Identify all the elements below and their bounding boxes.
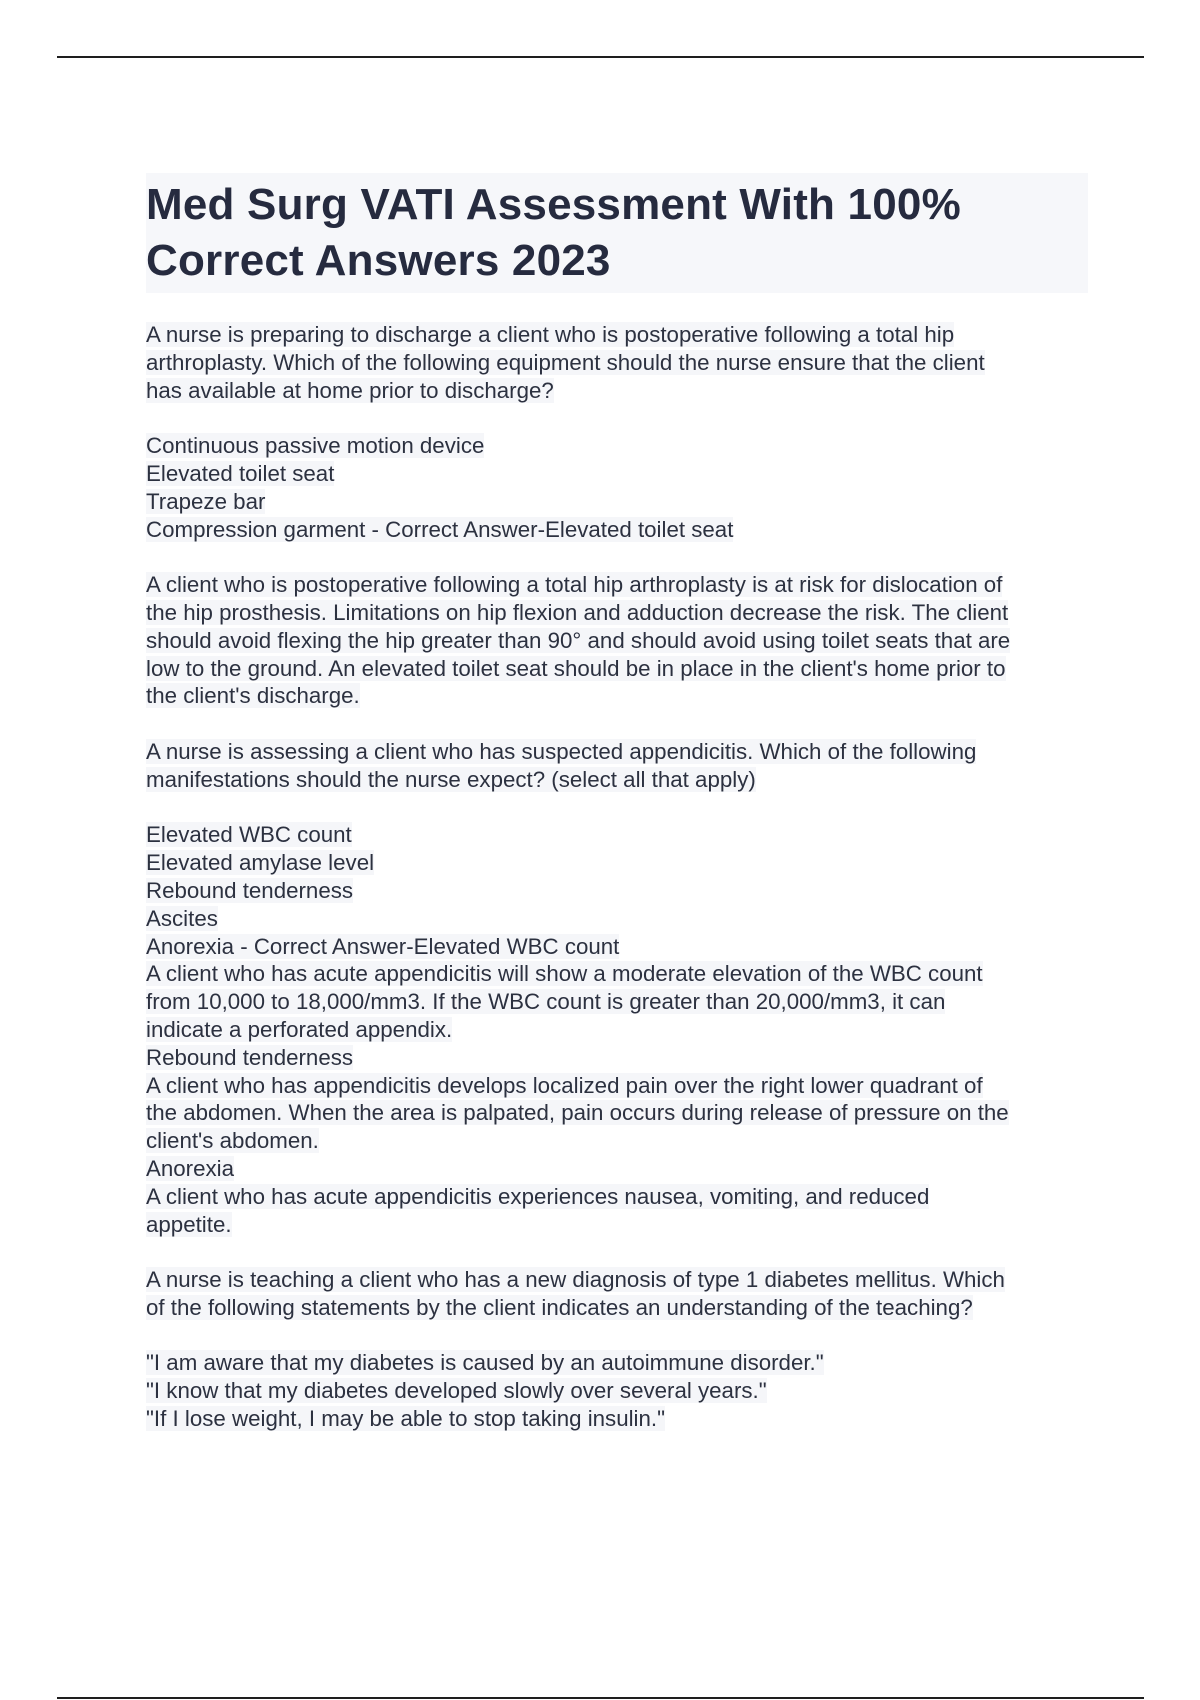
text-line: the hip prosthesis. Limitations on hip flexion and adduction decrease the risk. The client <box>146 599 1009 625</box>
text-line: from 10,000 to 18,000/mm3. If the WBC count is greater than 20,000/mm3, it can <box>146 989 946 1015</box>
text-line: the client's discharge. <box>146 683 360 709</box>
text-line: A client who is postoperative following a total hip arthroplasty is at risk for dislocation of <box>146 572 1003 598</box>
top-rule <box>57 56 1144 58</box>
text-line: A client who has acute appendicitis will show a moderate elevation of the WBC count <box>146 961 983 987</box>
text-line: the abdomen. When the area is palpated, pain occurs during release of pressure on the <box>146 1100 1009 1126</box>
text-line: Rebound tenderness <box>146 1044 354 1070</box>
answer-option: Anorexia - Correct Answer-Elevated WBC count <box>146 933 620 959</box>
answer-option: "If I lose weight, I may be able to stop taking insulin." <box>146 1406 666 1432</box>
answer-options <box>146 432 1091 543</box>
bottom-rule <box>57 1697 1144 1699</box>
text-line: manifestations should the nurse expect? (select all that apply) <box>146 766 756 792</box>
answer-option: Elevated amylase level <box>146 850 375 876</box>
answer-options <box>146 1349 1091 1432</box>
answer-option: Elevated toilet seat <box>146 460 335 486</box>
question-3 <box>146 1266 1091 1433</box>
answer-option: Continuous passive motion device <box>146 433 485 459</box>
answer-option: Trapeze bar <box>146 488 266 514</box>
text-line: should avoid flexing the hip greater than 90° and should avoid using toilet seats that are <box>146 627 1011 653</box>
answer-option: Rebound tenderness <box>146 877 354 903</box>
text-line: Anorexia <box>146 1155 235 1181</box>
text-line: A nurse is assessing a client who has suspected appendicitis. Which of the following <box>146 738 977 764</box>
text-line: appetite. <box>146 1211 232 1237</box>
text-line: A client who has acute appendicitis experiences nausea, vomiting, and reduced <box>146 1183 930 1209</box>
answer-option: Elevated WBC count <box>146 822 352 848</box>
answer-option: Ascites <box>146 905 218 931</box>
question-2 <box>146 738 1091 1238</box>
spacer <box>146 1238 1091 1266</box>
text-line: indicate a perforated appendix. <box>146 1016 453 1042</box>
question-stem <box>146 738 1091 794</box>
text-line: of the following statements by the client indicates an understanding of the teaching? <box>146 1294 973 1320</box>
answer-option: "I am aware that my diabetes is caused by an autoimmune disorder." <box>146 1350 824 1376</box>
spacer <box>146 794 1091 822</box>
spacer <box>146 404 1091 432</box>
spacer <box>146 710 1091 738</box>
text-line: has available at home prior to discharge? <box>146 377 554 403</box>
document-body <box>146 321 1091 1433</box>
title-line: Med Surg VATI Assessment With 100% <box>146 180 961 229</box>
document-content <box>146 173 1091 1433</box>
answer-options <box>146 821 1091 960</box>
rationale <box>146 571 1091 710</box>
text-line: arthroplasty. Which of the following equipment should the nurse ensure that the client <box>146 349 985 375</box>
question-stem <box>146 1266 1091 1322</box>
rationale <box>146 960 1091 1238</box>
text-line: low to the ground. An elevated toilet seat should be in place in the client's home prior to <box>146 655 1006 681</box>
spacer <box>146 1322 1091 1350</box>
text-line: A nurse is teaching a client who has a new diagnosis of type 1 diabetes mellitus. Which <box>146 1267 1005 1293</box>
title-line: Correct Answers 2023 <box>146 236 611 285</box>
text-line: A client who has appendicitis develops localized pain over the right lower quadrant of <box>146 1072 983 1098</box>
question-stem <box>146 321 1091 404</box>
question-1 <box>146 321 1091 710</box>
text-line: client's abdomen. <box>146 1128 319 1154</box>
text-line: A nurse is preparing to discharge a client who is postoperative following a total hip <box>146 322 955 347</box>
title-block <box>146 173 1088 293</box>
answer-option: "I know that my diabetes developed slowly over several years." <box>146 1378 767 1404</box>
document-title <box>146 177 1088 289</box>
answer-option: Compression garment - Correct Answer-Elevated toilet seat <box>146 516 734 542</box>
spacer <box>146 543 1091 571</box>
